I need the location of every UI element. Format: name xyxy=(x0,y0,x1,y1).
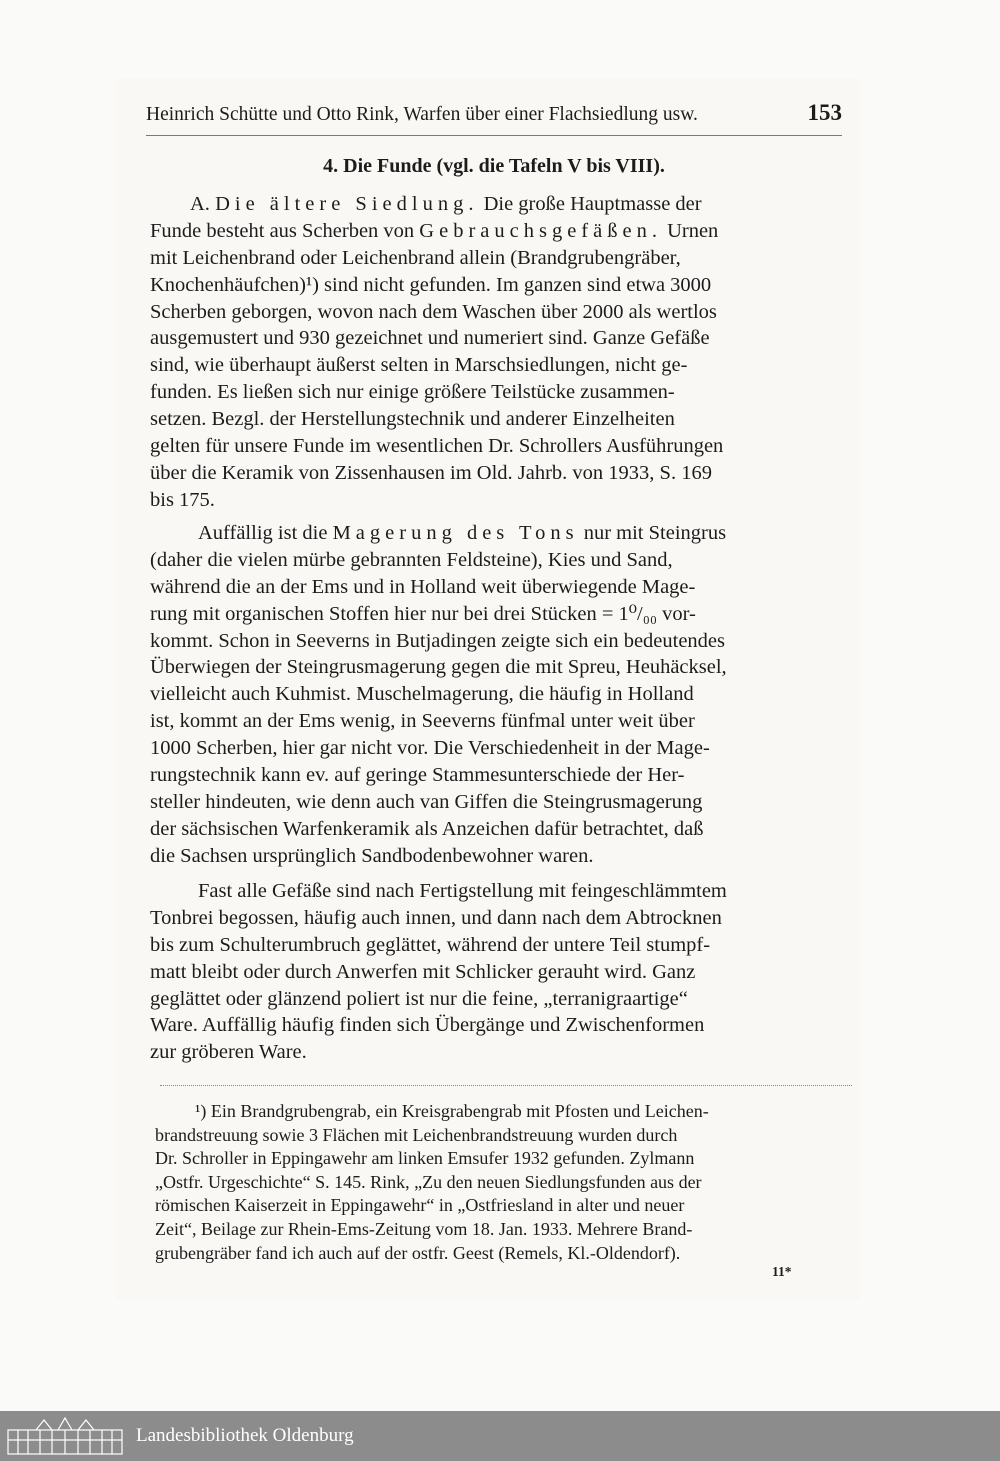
paragraph-2 xyxy=(150,520,846,870)
page-number: 153 xyxy=(807,100,842,125)
paragraph-3 xyxy=(150,878,846,1066)
footnote-line: Dr. Schroller in Eppingawehr am linken Emsufer 1932 gefunden. Zylmann xyxy=(155,1148,695,1169)
text-line: Scherben geborgen, wovon nach dem Waschen über 2000 als wertlos xyxy=(150,300,717,323)
text-line: gelten für unsere Funde im wesentlichen Dr. Schrollers Ausführungen xyxy=(150,435,724,458)
text-line: (daher die vielen mürbe gebrannten Feldsteine), Kies und Sand, xyxy=(150,548,673,571)
footnote-line: römischen Kaiserzeit in Eppingawehr“ in „Ostfriesland in alter und neuer xyxy=(155,1195,685,1216)
text-line: geglättet oder glänzend poliert ist nur die feine, „terranigraartige“ xyxy=(150,987,688,1010)
footnote-rule xyxy=(160,1085,852,1086)
text-line: Ware. Auffällig häufig finden sich Übergänge und Zwischenformen xyxy=(150,1014,705,1037)
text-line: bis zum Schulterumbruch geglättet, während der untere Teil stumpf- xyxy=(150,933,711,956)
library-name: Landesbibliothek Oldenburg xyxy=(136,1425,354,1446)
text-line: Auffällig ist die Magerung des Tons nur mit Steingrus xyxy=(198,522,727,544)
footnote xyxy=(155,1100,855,1265)
text-line: über die Keramik von Zissenhausen im Old. Jahrb. von 1933, S. 169 xyxy=(150,461,712,484)
text-line: der sächsischen Warfenkeramik als Anzeichen dafür betrachtet, daß xyxy=(150,817,704,840)
text-line: Knochenhäufchen)¹) sind nicht gefunden. Im ganzen sind etwa 3000 xyxy=(150,273,712,296)
text-line: rungstechnik kann ev. auf geringe Stammesunterschiede der Her- xyxy=(150,764,685,787)
footnote-line: ¹) Ein Brandgrubengrab, ein Kreisgrabengrab mit Pfosten und Leichen- xyxy=(195,1101,709,1121)
running-header xyxy=(146,100,842,132)
text-line: die Sachsen ursprünglich Sandbodenbewohner waren. xyxy=(150,844,594,867)
signature-mark: 11* xyxy=(772,1264,792,1279)
text-line: rung mit organischen Stoffen hier nur bei drei Stücken = 1⁰/₀₀ vor- xyxy=(150,602,696,625)
text-line: mit Leichenbrand oder Leichenbrand allein (Brandgrubengräber, xyxy=(150,246,681,269)
text-line: bis 175. xyxy=(150,488,215,511)
text-line: vielleicht auch Kuhmist. Muschelmagerung, die häufig in Holland xyxy=(150,683,694,706)
text-line: 1000 Scherben, hier gar nicht vor. Die Verschiedenheit in der Mage- xyxy=(150,737,710,760)
paragraph-1 xyxy=(150,191,846,514)
running-title: Heinrich Schütte und Otto Rink, Warfen über einer Flachsiedlung usw. xyxy=(146,104,698,125)
text-line: zur gröberen Ware. xyxy=(150,1041,307,1064)
text-line: sind, wie überhaupt äußerst selten in Marschsiedlungen, nicht ge- xyxy=(150,354,688,377)
spaced-emphasis: Gebrauchsgefäßen. xyxy=(419,219,662,242)
footnote-line: „Ostfr. Urgeschichte“ S. 145. Rink, „Zu den neuen Siedlungsfunden aus der xyxy=(155,1171,702,1192)
footer-bar xyxy=(0,1411,1000,1461)
text-line: Überwiegen der Steingrusmagerung gegen die mit Spreu, Heuhäcksel, xyxy=(150,656,727,679)
library-building-icon xyxy=(6,1416,124,1456)
text-line: während die an der Ems und in Holland weit überwiegende Mage- xyxy=(150,575,696,598)
text-line: steller hindeuten, wie denn auch van Giffen die Steingrusmagerung xyxy=(150,790,703,813)
footnote-line: brandstreuung sowie 3 Flächen mit Leichenbrandstreuung wurden durch xyxy=(155,1124,678,1145)
text-line: ausgemustert und 930 gezeichnet und numeriert sind. Ganze Gefäße xyxy=(150,327,710,350)
spaced-emphasis: Magerung des Tons xyxy=(332,522,579,544)
text-line: Fast alle Gefäße sind nach Fertigstellung mit feingeschlämmtem xyxy=(198,880,727,902)
text-line: setzen. Bezgl. der Herstellungstechnik und anderer Einzelheiten xyxy=(150,408,675,431)
spaced-emphasis: Die ältere Siedlung. xyxy=(215,193,479,215)
text-line: ist, kommt an der Ems wenig, in Seeverns fünfmal unter weit über xyxy=(150,710,695,733)
text-line: matt bleibt oder durch Anwerfen mit Schlicker gerauht wird. Ganz xyxy=(150,960,696,983)
text-line: A. Die ältere Siedlung. Die große Hauptmasse der xyxy=(190,193,702,215)
header-rule xyxy=(146,135,842,136)
text-line: Funde besteht aus Scherben von Gebrauchsgefäßen. Urnen xyxy=(150,219,719,242)
text-line: funden. Es ließen sich nur einige größere Teilstücke zusammen- xyxy=(150,381,675,404)
text-line: Tonbrei begossen, häufig auch innen, und dann nach dem Abtrocknen xyxy=(150,906,722,929)
footnote-line: grubengräber fand ich auch auf der ostfr. Geest (Remels, Kl.-Oldendorf). xyxy=(155,1242,681,1263)
section-heading: 4. Die Funde (vgl. die Tafeln V bis VIII). xyxy=(323,155,665,177)
footnote-line: Zeit“, Beilage zur Rhein-Ems-Zeitung vom 18. Jan. 1933. Mehrere Brand- xyxy=(155,1218,693,1239)
text-line: kommt. Schon in Seeverns in Butjadingen zeigte sich ein bedeutendes xyxy=(150,629,726,652)
